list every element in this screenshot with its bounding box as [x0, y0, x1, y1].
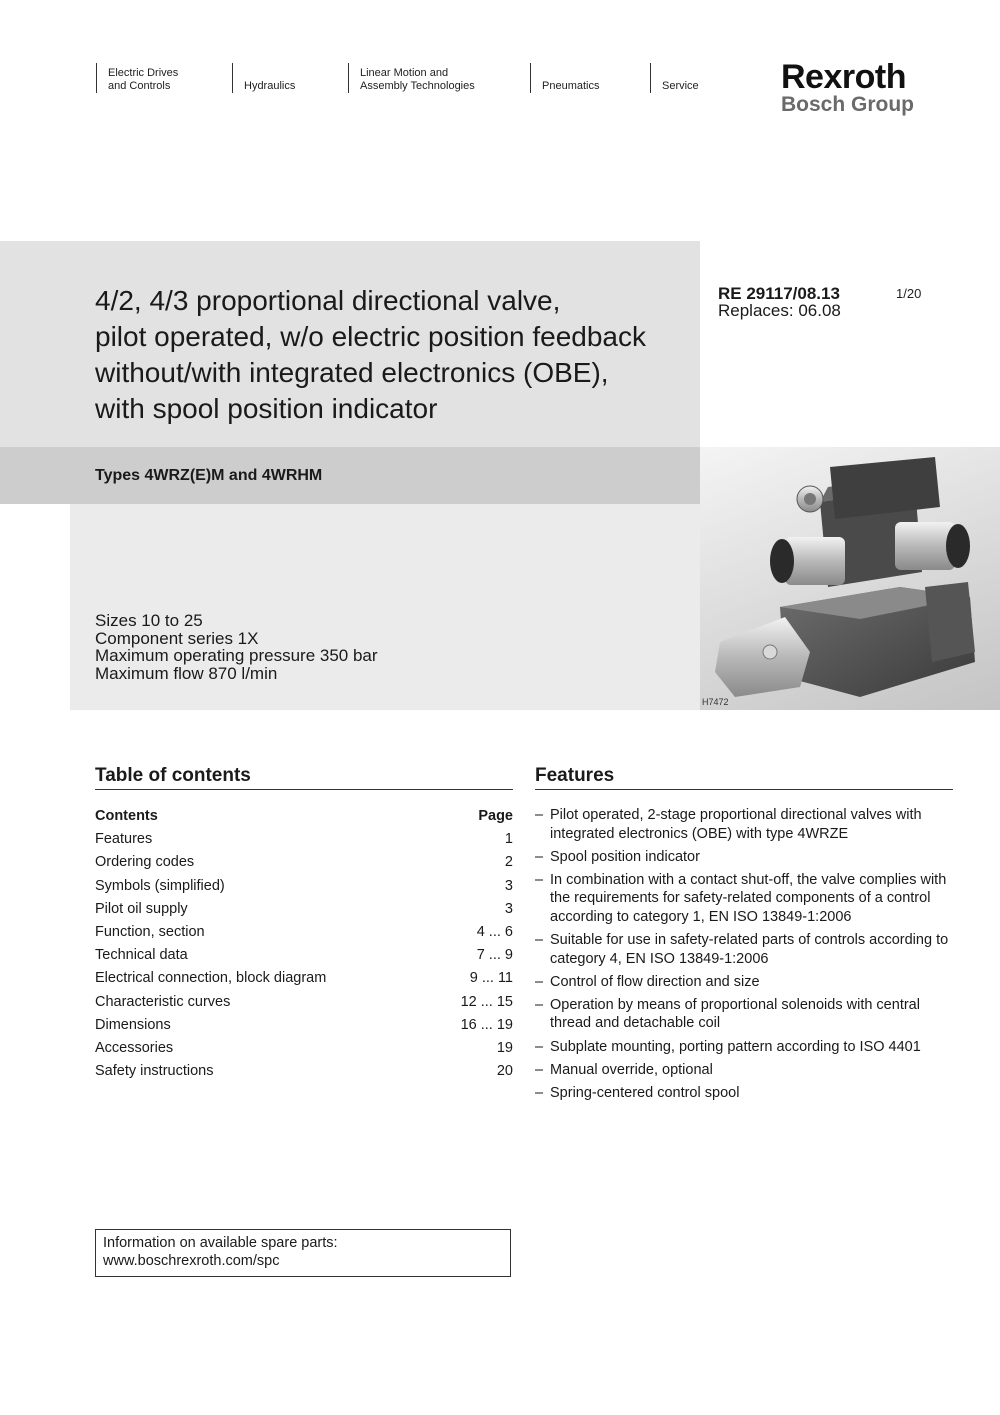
- toc-label: Function, section: [95, 923, 205, 940]
- toc-page: 4 ... 6: [476, 923, 513, 940]
- valve-illustration: [700, 447, 1000, 710]
- bullet-dash: –: [535, 871, 544, 888]
- list-item: – Spool position indicator: [535, 848, 700, 865]
- list-item: – In combination with a contact shut-off, the valve complies with the requirements for safety-related components of a control according to category 1, EN ISO 13849-1:2006: [535, 871, 947, 925]
- product-types: Types 4WRZ(E)M and 4WRHM: [95, 467, 323, 484]
- brand-group: Bosch Group: [781, 93, 915, 116]
- toc-row[interactable]: [95, 1014, 513, 1037]
- list-item: – Subplate mounting, porting pattern according to ISO 4401: [535, 1038, 921, 1055]
- list-item: – Control of flow direction and size: [535, 973, 760, 990]
- toc-label: Electrical connection, block diagram: [95, 970, 327, 987]
- bullet-dash: –: [535, 973, 544, 990]
- toc-page: 2: [504, 854, 513, 871]
- toc-page: 7 ... 9: [476, 947, 513, 964]
- document-title: [95, 283, 695, 427]
- toc-page: 3: [504, 877, 513, 894]
- toc-row[interactable]: [95, 944, 513, 967]
- toc-row[interactable]: [95, 828, 513, 851]
- doc-replaces: Replaces: 06.08: [718, 301, 841, 320]
- toc-header-row: [95, 805, 513, 828]
- toc-heading: Table of contents: [95, 765, 251, 786]
- toc-page: 3: [504, 900, 513, 917]
- list-item: – Operation by means of proportional solenoids with central thread and detachable coil: [535, 996, 920, 1032]
- toc-label: Pilot oil supply: [95, 900, 188, 917]
- features-divider: [535, 789, 953, 790]
- toc-divider: [95, 789, 513, 790]
- toc-page: 12 ... 15: [460, 993, 513, 1010]
- photo-id: H7472: [702, 697, 729, 707]
- bullet-dash: –: [535, 807, 544, 823]
- toc-label: Symbols (simplified): [95, 877, 225, 894]
- toc-label: Dimensions: [95, 1016, 171, 1033]
- bullet-dash: –: [535, 1085, 544, 1101]
- toc-page: 20: [496, 1063, 513, 1080]
- list-item: – Pilot operated, 2-stage proportional directional valves with integrated electronics (OBE) with type 4WRZE: [535, 807, 922, 842]
- spare-parts-text: Information on available spare parts:: [103, 1235, 338, 1251]
- list-item: – Suitable for use in safety-related parts of controls according to category 4, EN ISO 13849-1:2006: [535, 932, 949, 967]
- title-line: without/with integrated electronics (OBE),: [95, 357, 609, 388]
- bullet-dash: –: [535, 1061, 544, 1078]
- bullet-dash: –: [535, 932, 544, 949]
- specs-list: [95, 612, 378, 682]
- bullet-dash: –: [535, 1038, 544, 1055]
- list-item: – Manual override, optional: [535, 1061, 713, 1078]
- toc-row[interactable]: [95, 851, 513, 874]
- title-line: with spool position indicator: [95, 393, 438, 424]
- list-item: – Spring-centered control spool: [535, 1085, 740, 1101]
- toc-label: Characteristic curves: [95, 993, 231, 1010]
- spare-parts-link[interactable]: www.boschrexroth.com/spc: [103, 1253, 280, 1269]
- table-of-contents: [95, 805, 513, 1083]
- bullet-dash: –: [535, 848, 544, 865]
- toc-row[interactable]: [95, 898, 513, 921]
- spec-line: Maximum operating pressure 350 bar: [95, 646, 378, 665]
- nav-item-service[interactable]: Service: [650, 63, 699, 93]
- toc-page: 19: [496, 1039, 513, 1056]
- toc-row[interactable]: [95, 875, 513, 898]
- spec-line: Component series 1X: [95, 628, 259, 648]
- bullet-dash: –: [535, 996, 544, 1013]
- features-list: [535, 806, 955, 1107]
- toc-label: Technical data: [95, 947, 188, 964]
- toc-row[interactable]: [95, 1060, 513, 1083]
- toc-row[interactable]: [95, 967, 513, 990]
- toc-page: 9 ... 11: [469, 970, 513, 987]
- document-reference: [718, 285, 841, 319]
- toc-col-contents: Contents: [95, 808, 158, 824]
- title-line: pilot operated, w/o electric position feedback: [95, 321, 646, 352]
- nav-item-pneumatics[interactable]: Pneumatics: [530, 63, 599, 93]
- title-line: 4/2, 4/3 proportional directional valve,: [95, 285, 561, 316]
- toc-page: 1: [504, 831, 513, 848]
- features-heading: Features: [535, 765, 615, 786]
- product-photo: [700, 447, 1000, 710]
- nav-item-electric-drives[interactable]: Electric Drives and Controls: [96, 63, 178, 93]
- page-number: 1/20: [896, 286, 922, 301]
- spare-parts-box: [95, 1229, 511, 1277]
- toc-label: Features: [95, 831, 153, 848]
- spec-line: Maximum flow 870 l/min: [95, 663, 278, 683]
- toc-label: Safety instructions: [95, 1063, 214, 1080]
- toc-page: 16 ... 19: [460, 1016, 513, 1033]
- nav-item-linear-motion[interactable]: Linear Motion and Assembly Technologies: [348, 63, 475, 93]
- nav-item-hydraulics[interactable]: Hydraulics: [232, 63, 295, 93]
- toc-row[interactable]: [95, 921, 513, 944]
- toc-label: Accessories: [95, 1039, 174, 1056]
- toc-label: Ordering codes: [95, 854, 195, 871]
- brand-logo: [781, 60, 914, 117]
- toc-row[interactable]: [95, 991, 513, 1014]
- brand-name: Rexroth: [781, 58, 906, 96]
- doc-number: RE 29117/08.13: [718, 284, 840, 303]
- toc-row[interactable]: [95, 1037, 513, 1060]
- toc-col-page: Page: [478, 808, 513, 824]
- spec-line: Sizes 10 to 25: [95, 611, 203, 630]
